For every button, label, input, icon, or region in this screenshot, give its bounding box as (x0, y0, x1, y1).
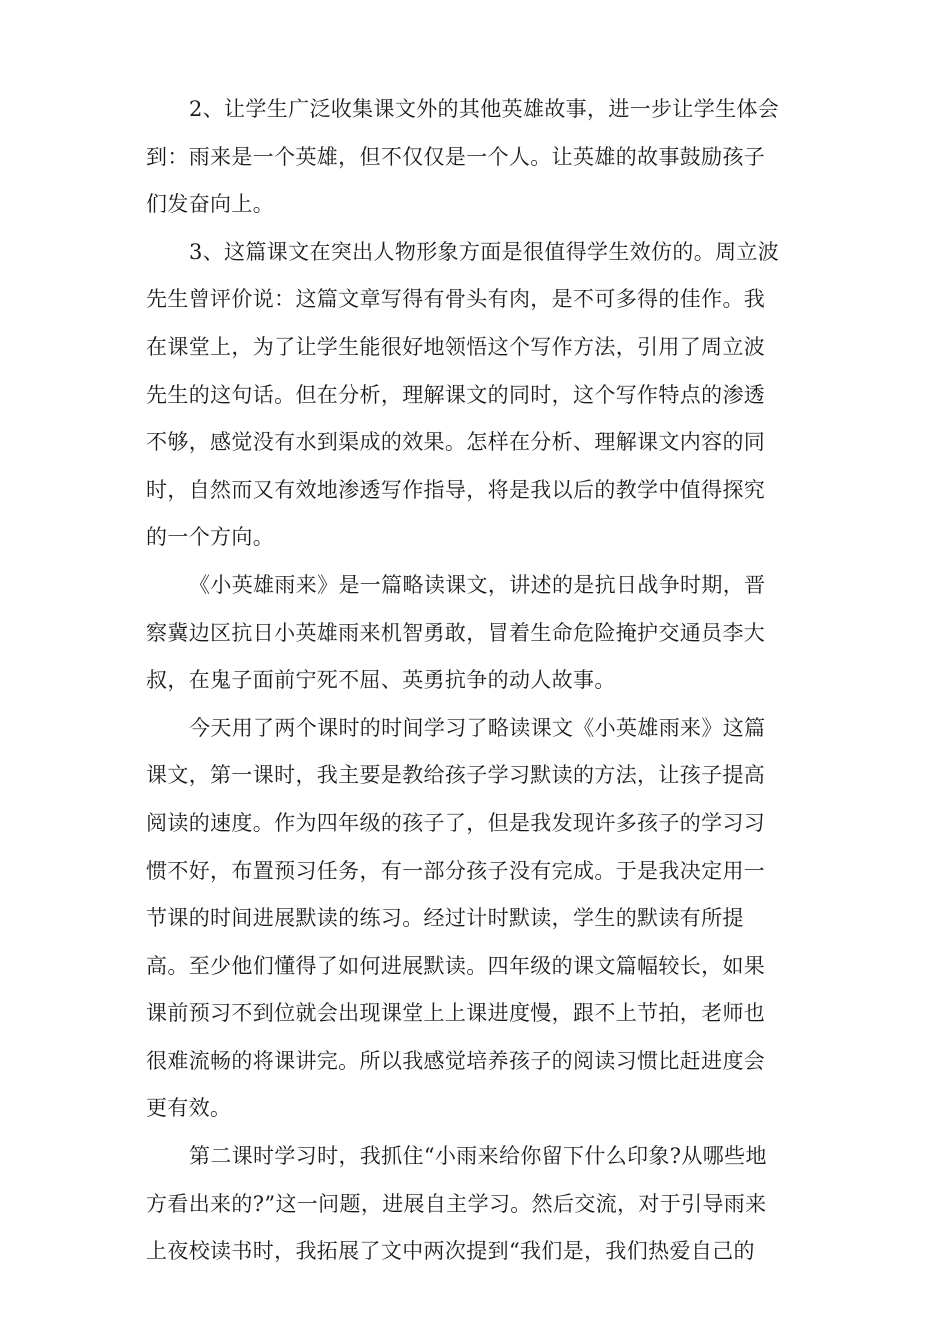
text-line: 高。至少他们懂得了如何进展默读。四年级的课文篇幅较长，如果 (146, 953, 766, 978)
text-line: 第二课时学习时，我抓住“小雨来给你留下什么印象?从哪些地 (189, 1144, 767, 1169)
document-page (146, 86, 810, 1276)
text-line: 今天用了两个课时的时间学习了略读课文《小英雄雨来》这篇 (189, 715, 766, 740)
text-line: 课前预习不到位就会出现课堂上上课进度慢，跟不上节拍，老师也 (146, 1001, 766, 1026)
text-line: 不够，感觉没有水到渠成的效果。怎样在分析、理解课文内容的同 (146, 430, 766, 455)
text-line: 2、让学生广泛收集课文外的其他英雄故事，进一步让学生体会 (189, 97, 780, 121)
paragraph-story-summary (146, 562, 810, 705)
text-line: 察冀边区抗日小英雄雨来机智勇敢，冒着生命危险掩护交通员李大 (146, 620, 766, 645)
text-line: 的一个方向。 (146, 525, 275, 550)
text-line: 在课堂上，为了让学生能很好地领悟这个写作方法，引用了周立波 (146, 334, 766, 359)
text-line: 先生曾评价说：这篇文章写得有骨头有肉，是不可多得的佳作。我 (146, 287, 766, 312)
text-line: 更有效。 (146, 1096, 232, 1121)
text-line: 阅读的速度。作为四年级的孩子了，但是我发现许多孩子的学习习 (146, 810, 766, 835)
text-line: 叔，在鬼子面前宁死不屈、英勇抗争的动人故事。 (146, 668, 616, 693)
paragraph-second-lesson (146, 1133, 810, 1276)
text-line: 上夜校读书时，我拓展了文中两次提到“我们是，我们热爱自己的 (146, 1239, 755, 1264)
text-line: 惯不好，布置预习任务，有一部分孩子没有完成。于是我决定用一 (146, 858, 766, 883)
text-line: 3、这篇课文在突出人物形象方面是很值得学生效仿的。周立波 (189, 239, 780, 264)
text-line: 到：雨来是一个英雄，但不仅仅是一个人。让英雄的故事鼓励孩子 (146, 144, 766, 169)
text-line: 节课的时间进展默读的练习。经过计时默读，学生的默读有所提 (146, 906, 744, 931)
text-line: 时，自然而又有效地渗透写作指导，将是我以后的教学中值得探究 (146, 477, 766, 502)
paragraph-first-lesson (146, 705, 810, 1133)
text-line: 方看出来的?”这一问题，进展自主学习。然后交流，对于引导雨来 (146, 1191, 767, 1216)
text-line: 先生的这句话。但在分析，理解课文的同时，这个写作特点的渗透 (146, 382, 766, 407)
paragraph-heroes-collection (146, 86, 810, 229)
text-line: 《小英雄雨来》是一篇略读课文，讲述的是抗日战争时期，晋 (189, 572, 766, 597)
paragraph-character-image (146, 229, 810, 562)
text-line: 课文，第一课时，我主要是教给孩子学习默读的方法，让孩子提高 (146, 763, 766, 788)
text-line: 很难流畅的将课讲完。所以我感觉培养孩子的阅读习惯比赶进度会 (146, 1048, 766, 1073)
text-line: 们发奋向上。 (146, 192, 275, 217)
